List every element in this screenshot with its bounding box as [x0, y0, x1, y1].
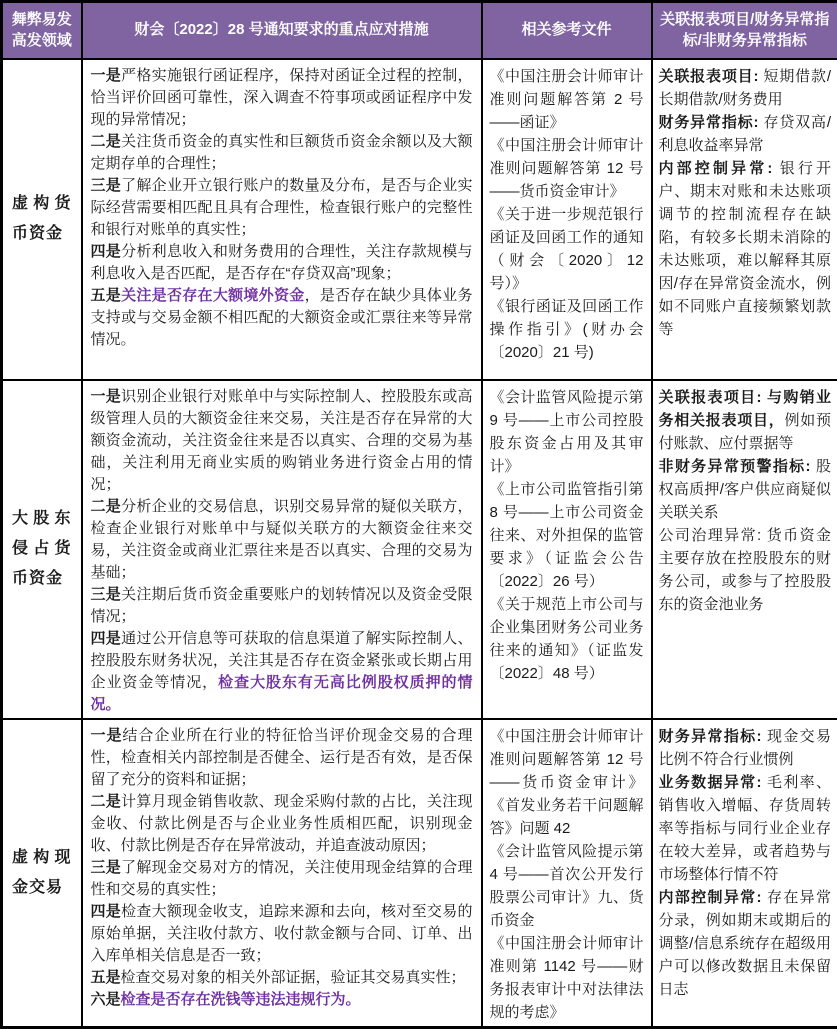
- text-segment: 银行开户、期末对账和未达账项调节的控制流程存在缺陷，有较多长期未消除的未达账项，难以解释其原因/存在异常资金流水，例如不同账户直接频繁划款等: [659, 160, 832, 338]
- text-segment: 一是: [91, 388, 122, 405]
- indicator-item: [659, 455, 832, 524]
- measure-item: [91, 131, 473, 175]
- text-segment: 分析企业的交易信息，识别交易异常的疑似关联方，检查企业银行对账单中与疑似关联方的大额资金往来交易，关注资金或商业汇票往来是否以真实、合理的交易为基础；: [91, 498, 473, 581]
- table-row: [2, 380, 837, 719]
- text-segment: 现金交易比例不符合行业惯例: [659, 728, 831, 768]
- fraud-area-cell: 虚构现金交易: [2, 719, 82, 1028]
- text-segment: 业务数据异常:: [659, 774, 767, 791]
- header-key-measures: 财会〔2022〕28 号通知要求的重点应对措施: [82, 2, 482, 59]
- references-cell: [482, 719, 652, 1028]
- measure-item: [91, 65, 473, 131]
- text-segment: 检查交易对象的相关外部证据，验证其交易真实性；: [121, 969, 466, 986]
- text-segment: 六是: [91, 991, 121, 1008]
- text-segment: 股权高质押/客户供应商疑似关联关系: [659, 458, 832, 521]
- text-segment: 三是: [91, 586, 122, 603]
- text-segment: 四是: [91, 243, 122, 260]
- text-segment: 了解企业开立银行账户的数量及分布，是否与企业实际经营需要相匹配且具有合理性，检查银行账户的完整性和银行对账单的真实性；: [91, 177, 473, 238]
- references-cell: [482, 380, 652, 719]
- measure-item: [91, 967, 473, 989]
- text-segment: 毛利率、销售收入增幅、存货周转率等指标与同行业企业存在较大差异，或者趋势与市场整体行情不符: [659, 774, 832, 883]
- text-segment: 一是: [91, 727, 123, 744]
- text-segment: 关注期后货币资金重要账户的划转情况以及资金受限情况；: [91, 586, 473, 625]
- reference-item: 《中国注册会计师审计准则问题解答第 2 号——函证》: [490, 65, 644, 134]
- reference-item: 《关于进一步规范银行函证及回函工作的通知（财会〔2020〕12 号）》: [490, 203, 644, 295]
- text-segment: 非财务异常预警指标:: [659, 458, 816, 475]
- text-segment: 检查大额现金收支，追踪来源和去向，核对至交易的原始单据，关注收付款方、收付款金额与合同、订单、出入库单相关信息是否一致；: [91, 903, 473, 964]
- table-header-row: [2, 2, 837, 59]
- measures-cell: [82, 59, 482, 380]
- indicator-item: [659, 65, 832, 111]
- text-segment: 通过公开信息等可获取的信息渠道了解实际控制人、控股股东财务状况，关注其是否存在资金紧张或长期占用企业资金等情况，: [91, 630, 473, 691]
- highlighted-text: 关注是否存在大额境外资金: [121, 287, 304, 304]
- text-segment: 关注货币资金的真实性和巨额货币资金余额以及大额定期存单的合理性；: [91, 133, 473, 172]
- indicators-cell: [652, 719, 837, 1028]
- reference-item: 《关于规范上市公司与企业集团财务公司业务往来的通知》（证监发〔2022〕48 号）: [490, 593, 644, 685]
- indicator-item: [659, 524, 832, 616]
- text-segment: 二是: [91, 498, 122, 515]
- reference-item: 《会计监管风险提示第 9 号——上市公司控股股东资金占用及其审计》: [490, 386, 644, 478]
- reference-item: 《中国注册会计师审计准则问题解答第 12 号——货币资金审计》: [490, 134, 644, 203]
- reference-item: 《银行函证及回函工作操作指引》(财办会〔2020〕21 号): [490, 295, 644, 364]
- measure-item: [91, 386, 473, 496]
- measure-item: [91, 901, 473, 967]
- text-segment: 关联报表项目:: [659, 68, 764, 85]
- measure-item: [91, 175, 473, 241]
- fraud-area-cell: 虚构货币资金: [2, 59, 82, 380]
- text-segment: 五是: [91, 969, 121, 986]
- measure-item: [91, 857, 473, 901]
- references-cell: [482, 59, 652, 380]
- table-row: [2, 719, 837, 1028]
- text-segment: 财务异常指标:: [659, 728, 767, 745]
- indicator-item: [659, 157, 832, 341]
- highlighted-text: 检查大股东有无高比例股权质押的情况。: [91, 674, 473, 713]
- header-fraud-area: 舞弊易发高发领域: [2, 2, 82, 59]
- reference-item: 《上市公司监管指引第 8 号——上市公司资金往来、对外担保的监管要求》（证监会公告〔2022〕26 号）: [490, 478, 644, 593]
- fraud-area-cell: 大股东侵占货币资金: [2, 380, 82, 719]
- text-segment: 关联报表项目:: [659, 389, 767, 406]
- text-segment: 严格实施银行函证程序，保持对函证全过程的控制，恰当评价回函可靠性，深入调查不符事项或函证程序中发现的异常情况；: [91, 67, 473, 128]
- indicator-item: [659, 725, 832, 771]
- text-segment: 三是: [91, 177, 122, 194]
- text-segment: ，是否存在缺少具体业务支持或与交易金额不相匹配的大额资金或汇票往来等异常情况。: [91, 287, 473, 348]
- text-segment: 存在异常分录，例如期末或期后的调整/信息系统存在超级用户可以修改数据且未保留日志: [659, 889, 832, 998]
- indicator-item: [659, 886, 832, 1001]
- text-segment: 公司治理异常:: [659, 527, 767, 544]
- indicator-item: [659, 386, 832, 455]
- indicators-cell: [652, 380, 837, 719]
- text-segment: 四是: [91, 903, 122, 920]
- text-segment: 二是: [91, 133, 122, 150]
- indicator-item: [659, 111, 832, 157]
- indicator-item: [659, 771, 832, 886]
- measures-cell: [82, 380, 482, 719]
- text-segment: 例如预付账款、应付票据等: [659, 412, 831, 452]
- measure-item: [91, 989, 473, 1011]
- text-segment: 识别企业银行对账单中与实际控制人、控股股东或高级管理人员的大额资金往来交易，关注是否存在异常的大额资金流动，关注资金往来是否以真实、合理的交易为基础，关注利用无商业实质的购销业务进行资金占用的情况；: [91, 388, 473, 493]
- table-body: [2, 59, 837, 1028]
- text-segment: 与购销业务相关报表项目，: [659, 389, 831, 429]
- highlighted-text: 检查是否存在洗钱等违法违规行为。: [121, 991, 361, 1008]
- measure-item: [91, 496, 473, 584]
- measure-item: [91, 725, 473, 791]
- text-segment: 了解现金交易对方的情况，关注使用现金结算的合理性和交易的真实性；: [91, 859, 473, 898]
- text-segment: 一是: [91, 67, 122, 84]
- text-segment: 货币资金主要存放在控股股东的财务公司，或参与了控股股东的资金池业务: [659, 527, 832, 613]
- text-segment: 二是: [91, 793, 122, 810]
- measure-item: [91, 285, 473, 351]
- measure-item: [91, 628, 473, 716]
- measure-item: [91, 584, 473, 628]
- text-segment: 五是: [91, 287, 122, 304]
- measure-item: [91, 241, 473, 285]
- text-segment: 三是: [91, 859, 122, 876]
- text-segment: 结合企业所在行业的特征恰当评价现金交易的合理性，检查相关内部控制是否健全、运行是否有效，是否保留了充分的资料和证据；: [91, 727, 473, 788]
- header-indicators: 关联报表项目/财务异常指标/非财务异常指标: [652, 2, 837, 59]
- reference-item: 《中国注册会计师审计准则问题解答第 12 号——货币资金审计》《首发业务若干问题解答》问题 42: [490, 725, 644, 840]
- measures-cell: [82, 719, 482, 1028]
- text-segment: 分析利息收入和财务费用的合理性，关注存款规模与利息收入是否匹配，是否存在“存贷双高”现象；: [91, 243, 473, 282]
- text-segment: 财务异常指标:: [659, 114, 764, 131]
- text-segment: 内部控制异常:: [659, 160, 780, 177]
- text-segment: 计算月现金销售收款、现金采购付款的占比，关注现金收、付款比例是否与企业业务性质相匹配，识别现金收、付款比例是否存在异常波动，并追查波动原因；: [91, 793, 473, 854]
- text-segment: 存贷双高/利息收益率异常: [659, 114, 832, 154]
- header-reference-docs: 相关参考文件: [482, 2, 652, 59]
- reference-item: 《会计监管风险提示第 4 号——首次公开发行股票公司审计》九、货币资金: [490, 840, 644, 932]
- indicators-cell: [652, 59, 837, 380]
- text-segment: 四是: [91, 630, 122, 647]
- table-row: [2, 59, 837, 380]
- text-segment: 短期借款/长期借款/财务费用: [659, 68, 832, 108]
- text-segment: 内部控制异常:: [659, 889, 767, 906]
- measure-item: [91, 791, 473, 857]
- reference-item: 《中国注册会计师审计准则第 1142 号——财务报表审计中对法律法规的考虑》: [490, 932, 644, 1024]
